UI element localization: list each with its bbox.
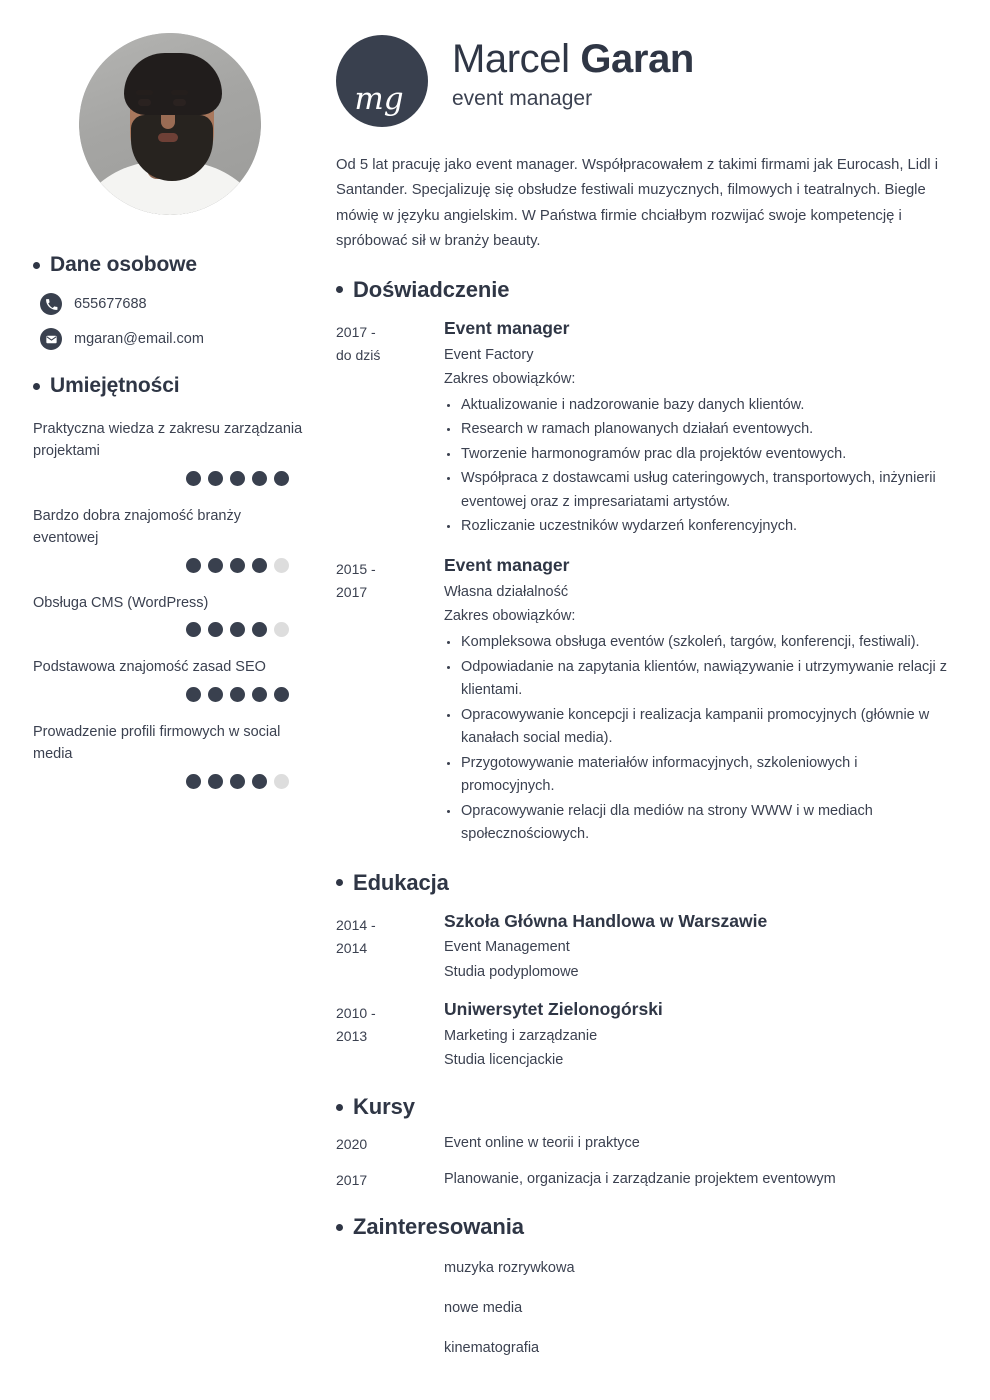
education-entry [336, 998, 951, 1072]
date-line: 2017 [336, 1172, 368, 1189]
section-heading-education [336, 870, 951, 896]
date-line: 2013 [336, 1027, 368, 1044]
date-line: 2014 - [336, 916, 376, 933]
section-heading-experience [336, 277, 951, 303]
rating-dot [208, 558, 223, 573]
degree-level: Studia licencjackie [444, 1052, 564, 1069]
rating-dot [252, 558, 267, 573]
courses-list [336, 1133, 951, 1192]
course-entry [336, 1169, 951, 1192]
duty-item: Opracowywanie koncepcji i realizacja kampanii promocyjnych (głównie w kanałach social media). [444, 704, 951, 751]
bullet-icon [33, 262, 40, 269]
date-line: do dziś [336, 346, 381, 363]
course-name: Event online w teorii i praktyce [444, 1135, 640, 1152]
skill-item [33, 656, 305, 701]
company-name: Event Factory [444, 346, 534, 363]
rating-dot [186, 774, 201, 789]
rating-dot [274, 558, 289, 573]
bullet-icon [336, 286, 343, 293]
last-name: Garan [580, 37, 694, 81]
duties-label: Zakres obowiązków: [444, 371, 576, 388]
interest-name: muzyka rozrywkowa [444, 1260, 575, 1277]
email-address[interactable]: mgaran@email.com [74, 331, 204, 347]
date-line: 2017 - [336, 323, 376, 340]
skill-item [33, 592, 305, 637]
sidebar [0, 0, 330, 808]
interest-name: kinematografia [444, 1339, 540, 1356]
school-name: Uniwersytet Zielonogórski [444, 998, 663, 1019]
section-heading-personal-data [33, 253, 305, 277]
skill-item [33, 505, 305, 573]
date-line: 2010 - [336, 1004, 376, 1021]
entry-dates [336, 1169, 444, 1192]
skill-rating [33, 471, 305, 486]
rating-dot [230, 558, 245, 573]
entry-dates [336, 1133, 444, 1156]
photo-eyebrow-right [171, 90, 188, 95]
monogram-initials: mg [354, 81, 404, 117]
first-name: Marcel [452, 37, 570, 81]
duty-item: Współpraca z dostawcami usług cateringowych, transportowych, inżynierii eventowej oraz z impresariatami artystów. [444, 467, 951, 514]
rating-dot [252, 687, 267, 702]
phone-icon [40, 293, 62, 315]
summary-text: Od 5 lat pracuję jako event manager. Współpracowałem z takimi firmami jak Eurocash, Lidl i Santander. Specjalizuję się obsłudze festiwali muzycznych, filmowych i teatralnych. Biegle mówię w języku angielskim. W Państwa firmie chciałbym rozwijać swoje kompetencję i spróbować sił w branży beauty. [336, 157, 938, 250]
bullet-icon [336, 1104, 343, 1111]
duty-item: Kompleksowa obsługa eventów (szkoleń, targów, konferencji, festiwali). [444, 631, 951, 654]
section-heading-label: Zainteresowania [353, 1214, 524, 1240]
entry-body [444, 554, 951, 848]
course-name: Planowanie, organizacja i zarządzanie projektem eventowym [444, 1171, 836, 1188]
section-heading-label: Edukacja [353, 869, 449, 895]
experience-entry [336, 554, 951, 848]
section-heading-label: Dane osobowe [50, 253, 197, 276]
section-experience [336, 277, 951, 848]
photo-hair [124, 53, 222, 115]
bullet-icon [33, 383, 40, 390]
date-line: 2014 [336, 939, 368, 956]
duties-label: Zakres obowiązków: [444, 608, 576, 625]
duty-item: Przygotowywanie materiałów informacyjnych, szkoleniowych i promocyjnych. [444, 752, 951, 799]
experience-list [336, 317, 951, 848]
degree-level: Studia podyplomowe [444, 964, 579, 981]
job-title: event manager [452, 87, 593, 111]
monogram-badge [336, 35, 428, 127]
course-entry [336, 1133, 951, 1156]
entry-dates [336, 998, 444, 1072]
date-line: 2017 [336, 584, 368, 600]
rating-dot [230, 622, 245, 637]
rating-dot [230, 471, 245, 486]
section-heading-label: Doświadczenie [353, 276, 510, 302]
date-line: 2015 - [336, 560, 376, 577]
duty-item: Aktualizowanie i nadzorowanie bazy danych klientów. [444, 394, 951, 417]
rating-dot [186, 622, 201, 637]
email-icon [40, 328, 62, 350]
skill-name: Prowadzenie profili firmowych w social media [33, 723, 281, 763]
skill-name: Bardzo dobra znajomość branży eventowej [33, 507, 241, 547]
job-position-title: Event manager [444, 554, 570, 575]
skill-item [33, 418, 305, 486]
skill-name: Podstawowa znajomość zasad SEO [33, 659, 266, 676]
photo-eye-left [138, 99, 151, 106]
section-heading-label: Kursy [353, 1094, 415, 1120]
skill-name: Obsługa CMS (WordPress) [33, 594, 209, 611]
rating-dot [230, 687, 245, 702]
duty-item: Odpowiadanie na zapytania klientów, nawiązywanie i utrzymywanie relacji z klientami. [444, 656, 951, 703]
section-heading-label: Umiejętności [50, 374, 180, 397]
company-name: Własna działalność [444, 583, 569, 600]
job-position-title: Event manager [444, 317, 570, 338]
interest-entry [336, 1338, 951, 1360]
duty-item: Tworzenie harmonogramów prac dla projektów eventowych. [444, 443, 951, 466]
rating-dot [274, 471, 289, 486]
rating-dot [274, 774, 289, 789]
interest-entry [336, 1258, 951, 1280]
rating-dot [208, 471, 223, 486]
rating-dot [274, 687, 289, 702]
field-of-study: Marketing i zarządzanie [444, 1027, 598, 1044]
experience-entry [336, 317, 951, 540]
skill-item [33, 721, 305, 789]
skill-rating [33, 774, 305, 789]
interest-spacer [336, 1338, 444, 1360]
interests-list [336, 1258, 951, 1359]
section-education [336, 870, 951, 1073]
rating-dot [186, 687, 201, 702]
photo-eye-right [173, 99, 186, 106]
profile-photo [79, 33, 261, 215]
rating-dot [252, 622, 267, 637]
rating-dot [252, 774, 267, 789]
contact-row-phone [33, 293, 305, 315]
skill-rating [33, 558, 305, 573]
section-heading-skills [33, 374, 305, 398]
bullet-icon [336, 1224, 343, 1231]
interest-name: nowe media [444, 1299, 523, 1316]
duties-list [444, 631, 951, 846]
interest-entry [336, 1298, 951, 1320]
rating-dot [208, 687, 223, 702]
skill-rating [33, 622, 305, 637]
interest-spacer [336, 1258, 444, 1280]
entry-dates [336, 317, 444, 540]
profile-photo-image [79, 33, 261, 215]
phone-number[interactable]: 655677688 [74, 296, 147, 312]
section-courses [336, 1094, 951, 1192]
rating-dot [252, 471, 267, 486]
rating-dot [208, 774, 223, 789]
rating-dot [186, 558, 201, 573]
duty-item: Rozliczanie uczestników wydarzeń konferencyjnych. [444, 515, 951, 538]
duty-item: Opracowywanie relacji dla mediów na strony WWW i w mediach społecznościowych. [444, 800, 951, 847]
rating-dot [208, 622, 223, 637]
entry-body [444, 998, 951, 1072]
rating-dot [230, 774, 245, 789]
photo-eyebrow-left [136, 90, 153, 95]
main-column [336, 0, 976, 1359]
contact-row-email [33, 328, 305, 350]
date-line: 2020 [336, 1136, 368, 1153]
section-heading-courses [336, 1094, 951, 1120]
skill-rating [33, 687, 305, 702]
duty-item: Research w ramach planowanych działań eventowych. [444, 418, 951, 441]
rating-dot [186, 471, 201, 486]
education-entry [336, 910, 951, 984]
page-title [452, 38, 694, 81]
school-name: Szkoła Główna Handlowa w Warszawie [444, 910, 768, 931]
section-heading-interests [336, 1214, 951, 1240]
name-text-block [452, 32, 694, 111]
interest-spacer [336, 1298, 444, 1320]
entry-dates [336, 554, 444, 848]
duties-list [444, 394, 951, 539]
bullet-icon [336, 879, 343, 886]
field-of-study: Event Management [444, 939, 570, 956]
photo-mouth [158, 133, 178, 142]
entry-dates [336, 910, 444, 984]
skills-list [33, 418, 305, 789]
entry-body [444, 910, 951, 984]
contact-list [33, 293, 305, 350]
section-interests [336, 1214, 951, 1359]
entry-body [444, 317, 951, 540]
skill-name: Praktyczna wiedza z zakresu zarządzania projektami [33, 421, 303, 460]
rating-dot [274, 622, 289, 637]
education-list [336, 910, 951, 1073]
header-name-block [336, 32, 951, 127]
